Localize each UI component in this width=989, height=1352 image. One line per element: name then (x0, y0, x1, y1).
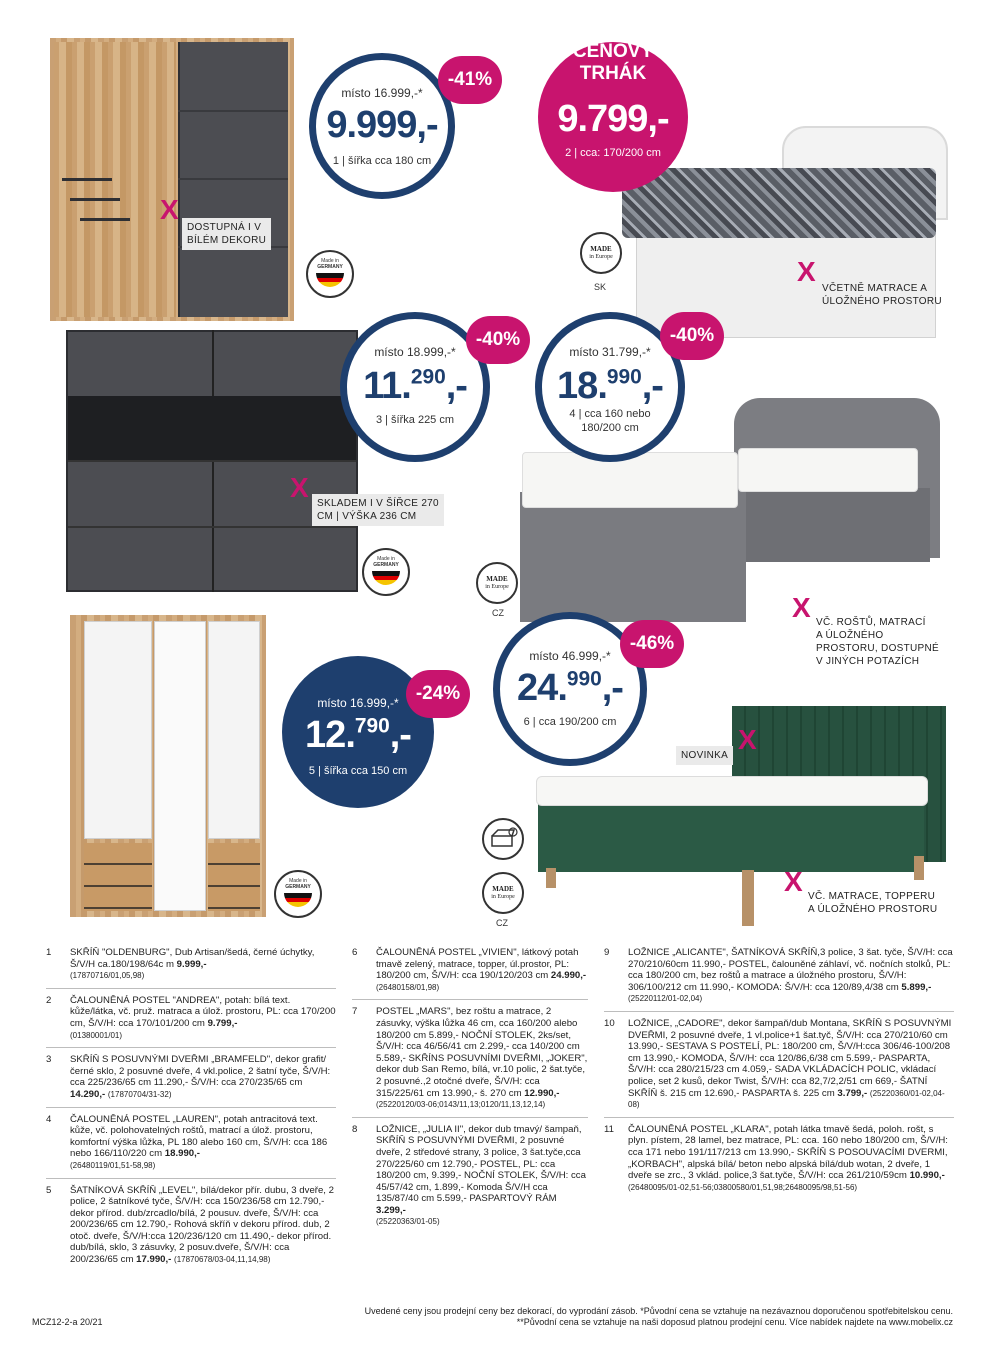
item-price: 9.999,- (176, 958, 207, 970)
item-code: (17870716/01,05,98) (70, 971, 145, 981)
item-number: 6 (352, 947, 358, 958)
discount-badge: -40% (466, 316, 530, 364)
german-flag-icon (284, 893, 312, 907)
catalog-code: MCZ12-2-a 20/21 (32, 1317, 103, 1327)
item-code: (26480158/01,98) (376, 982, 440, 992)
discount-badge: -41% (438, 56, 502, 104)
note-mattress-storage (822, 282, 942, 308)
x-marker: X (797, 256, 816, 287)
item-text: SKŘÍŇ S POSUVNÝMI DVEŘMI „BRAMFELD", dekor grafit/černé sklo, 2 posuvné dveře, 4 vkl.police, 2 šatní tyče, Š/V/H: cca 225/236/65 cm 11.290,- Š/V/H: cca 270/235/65 cm (70, 1054, 331, 1089)
wardrobe-level-image (70, 615, 266, 917)
list-item (352, 947, 588, 1000)
price-cents: 290 (410, 365, 446, 389)
x-marker: X (290, 472, 309, 503)
note-line: A ÚLOŽNÉHO (816, 630, 884, 641)
note-line: VČETNĚ MATRACE A (822, 283, 928, 294)
badge-text: Made in (289, 878, 307, 884)
item-number: 7 (352, 1006, 358, 1018)
offer-description: 1 | šířka cca 180 cm (332, 155, 432, 167)
made-in-europe-badge (482, 872, 524, 914)
note-line: CM | VÝŠKA 236 CM (317, 511, 417, 522)
item-code: (17870678/03-04,11,14,98) (174, 1255, 271, 1265)
badge-text: MADE (492, 885, 514, 893)
item-price: 17.990,- (136, 1254, 172, 1266)
old-price: místo 31.799,-* (569, 345, 651, 359)
discount-badge: -24% (406, 670, 470, 718)
badge-text: in Europe (491, 894, 515, 900)
item-code: (26480095/01-02,51-56;03800580/01,51,98;26480095/98,51-56) (628, 1182, 858, 1192)
item-number: 9 (604, 947, 610, 958)
item-number: 2 (46, 994, 52, 1006)
item-price: 9.799,- (207, 1017, 238, 1029)
item-text: LOŽNICE, „JULIA II", dekor dub tmavý/ šampaň, SKŘÍŇ S POSUVNÝMI DVEŘMI, 2 posuvné dveře, 2 středové strany, 3 police, 3 šat.tyče,cca 270/225/60 cm 12.790,- POSTEL, PL: cca 180/200 cm, 9.399,- NOČNÍ STOLEK, Š/V/H: cca 45/57/42 cm, 1.899,- Komoda Š/V/H cca 135/87/40 cm 5.599,- PASPARTOVÝ RÁM (376, 1123, 586, 1205)
item-number: 5 (46, 1184, 52, 1196)
note-line: VČ. MATRACE, TOPPERU (808, 891, 936, 902)
item-text: LOŽNICE „ALICANTE", ŠATNÍKOVÁ SKŘÍŇ,3 police, 3 šat. tyče, Š/V/H: cca 270/210/60cm 11.990,- POSTEL, čalouněné záhlaví, vč. nočních stolků, PL: cca 180/200 cm, bez roštů a matrace a úložného prostoru, Š/V/H: 306/100/212 cm 11.990,- KOMODA: Š/V/H: cca 120/89,4/38 cm (628, 947, 953, 993)
made-in-germany-badge (362, 548, 410, 596)
item-text: SKŘÍŇ "OLDENBURG", Dub Artisan/šedá, černé úchytky, Š/V/H ca.180/198/64c m (70, 947, 315, 970)
offer-description: 4 | cca 160 nebo 180/200 cm (569, 408, 651, 434)
wardrobe-bramfeld-image (66, 330, 358, 592)
item-price: 24.990,- (550, 970, 587, 982)
price-end: ,- (601, 667, 623, 709)
price-end: ,- (641, 365, 663, 407)
note-white-decor (182, 218, 271, 250)
note-line: PROSTORU, DOSTUPNÉ (816, 643, 940, 654)
discount-badge: -46% (620, 620, 684, 668)
badge-text: in Europe (589, 254, 613, 260)
made-in-germany-badge (306, 250, 354, 298)
item-text: ČALOUNĚNÁ POSTEL "ANDREA", potah: bílá text. kůže/látka, vč. pruž. matraca a úlož. prostoru, PL: cca 170/200 cm, Š/V/H: cca 170/101/200 cm (70, 994, 336, 1029)
made-in-germany-badge (274, 870, 322, 918)
item-code: (25220120/03-06;0143/11,13;0120/11,13,12,14) (376, 1100, 546, 1110)
sale-price (282, 714, 434, 757)
sale-price (542, 365, 678, 408)
footer-disclaimer (365, 1306, 953, 1328)
german-flag-icon (372, 571, 400, 585)
made-in-europe-badge (476, 562, 518, 604)
badge-text: GERMANY (285, 884, 311, 890)
wardrobe-oldenburg-image (50, 38, 294, 321)
origin-label: SK (594, 282, 607, 292)
note-line: V JINÝCH POTAZÍCH (816, 656, 920, 667)
list-item (46, 995, 336, 1048)
origin-label: CZ (496, 918, 508, 928)
origin-label: CZ (492, 608, 504, 618)
old-price: místo 16.999,-* (317, 696, 399, 710)
list-item (46, 1114, 336, 1179)
x-marker: X (784, 866, 803, 897)
sale-price (500, 667, 640, 710)
price-cents: 990 (566, 667, 602, 691)
discount-badge: -40% (660, 312, 724, 360)
note-line: ÚLOŽNÉHO PROSTORU (822, 296, 942, 307)
list-item (604, 1124, 954, 1200)
item-code: (01380001/01) (70, 1030, 123, 1040)
item-number: 11 (604, 1123, 614, 1135)
note-topper-storage (808, 890, 937, 916)
item-price: 18.990,- (164, 1148, 200, 1160)
badge-text: GERMANY (317, 264, 343, 270)
price-circle-1 (309, 53, 455, 199)
note-frames-mattress (816, 616, 939, 668)
item-code: (17870704/31-32) (107, 1089, 172, 1099)
x-marker: X (160, 194, 179, 225)
list-item (352, 1124, 588, 1234)
item-text: LOŽNICE, „CADORE", dekor šampaň/dub Montana, SKŘÍŇ S POSUVNÝMI DVEŘMI, 2 posuvné dveře, 1 vl.police+1 šat.tyč, Š/V/H: cca 270/210/60 cm 13.990,- SESTAVA S POSTELÍ, PL: 180/200 cm, Š/V/H:cca 306/46-100/208 cm 13.990,- KOMODA, Š/V/H: cca 120/86,6/38 cm 5.599,- PASPARTA, Š/V/H: cca 280/215/23 cm 4.059,- SADA VKLÁDACÍCH POLIC, vkládací police, set 2 kusů, dekor Twist, Š/V/H: cca 82,7/2,2/51 cm 669,- ŠATNÍ SKŘÍŇ š. 215 cm 12.690,- PASPARTA š. 225 cm (628, 1017, 952, 1099)
price-main: 11. (363, 365, 411, 407)
badge-text: MADE (486, 575, 508, 583)
product-list-col-3 (604, 947, 954, 1205)
item-code: (25220363/01-05) (376, 1217, 440, 1227)
price-end: ,- (389, 714, 411, 756)
note-line: BÍLÉM DEKORU (187, 235, 267, 246)
sale-price: 9.999,- (326, 104, 438, 146)
delivery-icon (482, 818, 524, 860)
product-list-col-1 (46, 947, 336, 1278)
item-number: 4 (46, 1113, 52, 1125)
item-number: 10 (604, 1017, 615, 1029)
item-price: 3.299,- (376, 1204, 406, 1216)
badge-text: in Europe (485, 584, 509, 590)
item-number: 1 (46, 947, 52, 958)
badge-text: Made in (377, 556, 395, 562)
price-circle-2 (538, 42, 688, 192)
german-flag-icon (316, 273, 344, 287)
note-line: SKLADEM I V ŠÍŘCE 270 (317, 498, 439, 509)
item-code: (26480119/01,51-58,98) (70, 1160, 156, 1170)
list-item (604, 947, 954, 1012)
x-marker: X (792, 592, 811, 623)
list-item (46, 947, 336, 989)
price-cents: 990 (606, 365, 642, 389)
badge-text: Made in (321, 258, 339, 264)
item-code: (25220360/01-02,04-08) (628, 1088, 945, 1110)
note-line: A ÚLOŽNÉHO PROSTORU (808, 904, 938, 915)
old-price: místo 16.999,-* (341, 86, 423, 100)
sale-price: 9.799,- (557, 98, 669, 140)
list-item (352, 1006, 588, 1117)
item-price: 5.899,- (901, 981, 932, 993)
offer-description: 2 | cca: 170/200 cm (565, 147, 661, 159)
price-main: 12. (305, 714, 355, 756)
made-in-europe-badge (580, 232, 622, 274)
badge-text: MADE (590, 245, 612, 253)
note-line: DOSTUPNÁ I V (187, 222, 262, 233)
note-novinka: NOVINKA (676, 746, 733, 765)
price-main: 18. (557, 365, 607, 407)
old-price: místo 18.999,-* (374, 345, 456, 359)
note-width-270 (312, 494, 444, 526)
headline-line-1: CENOVÝ (572, 41, 654, 62)
product-list-col-2 (352, 947, 588, 1240)
item-text: ŠATNÍKOVÁ SKŘÍŇ „LEVEL", bílá/dekor přír. dubu, 3 dveře, 2 police, 2 šatníkové tyče, Š/V/H: cca 150/236/58 cm 12.790,- dekor přírod. dub/zrcadlo/bílá, 2 pousuv. dveře, Š/V/H: cca 200/236/65 cm 12.790,- Rohová skříň v dekoru přírod. dub, 2 otoč. dveře, Š/V/H:cca 120/236/120 cm 11.490,- dekor přírod. dub/bílá, sklo, 3 zásuvky, 2 posuv.dveře, Š/V/H: cca 200/236/65 cm (70, 1184, 334, 1266)
x-marker: X (738, 724, 757, 755)
item-code: (25220112/01-02,04) (628, 994, 703, 1004)
item-price: 12.990,- (524, 1087, 560, 1099)
item-text: ČALOUNĚNÁ POSTEL „VIVIEN", látkový potah tmavě zelený, matrace, topper, úl.prostor, PL: 180/200 cm, Š/V/H: cca 190/120/203 cm (376, 947, 579, 982)
item-number: 3 (46, 1054, 52, 1066)
item-price: 3.799,- (837, 1087, 868, 1099)
offer-description: 5 | šířka cca 150 cm (308, 765, 408, 777)
list-item (46, 1054, 336, 1107)
list-item (46, 1185, 336, 1272)
item-text: ČALOUNĚNÁ POSTEL „LAUREN", potah antracitová text. kůže, vč. polohovatelných roštů, matrací a úlož. prostoru, komfortní výška lůžka, PL 180 alebo 160 cm, Š/V/H: cca 186 nebo 166/110/220 cm (70, 1113, 328, 1160)
headline-line-2: TRHÁK (579, 63, 647, 84)
item-price: 10.990,- (909, 1170, 945, 1182)
offer-description: 3 | šířka 225 cm (375, 414, 455, 426)
item-text: ČALOUNĚNÁ POSTEL „KLARA", potah látka tmavě šedá, poloh. rošt, s plyn. pístem, 28 lamel, bez matrace, PL: cca. 160 nebo 180/200 cm, Š/V/H: cca 171 nebo 191/117/213 cm 13.990,- SKŘÍŇ S POSOUVACÍMI DVERMI, „KORBACH", alpská bílá/ beton nebo alpská bílá/dub wotan, 2 dveře, 1 dveře se zrc., 3 vklád. police,3 šat.tyče, Š/V/H: cca 261/210/59cm (628, 1123, 948, 1182)
disclaimer-line-1: Uvedené ceny jsou prodejní ceny bez dekorací, do vyprodání zásob. *Původní cena se vztahuje na nezávaznou doporučenou spotřebitelskou cenu. (364, 1306, 953, 1316)
sale-price (347, 365, 483, 408)
note-line: VČ. ROŠTŮ, MATRACÍ (816, 617, 926, 628)
item-price: 14.290,- (70, 1088, 106, 1100)
price-main: 24. (517, 667, 567, 709)
badge-text: GERMANY (373, 562, 399, 568)
item-number: 8 (352, 1123, 358, 1135)
price-end: ,- (445, 365, 467, 407)
disclaimer-line-2: **Původní cena se vztahuje na naši doposud platnou prodejní cenu. Více nabídek najdete na www.mobelix.cz (516, 1317, 953, 1327)
old-price: místo 46.999,-* (529, 649, 611, 663)
list-item (604, 1018, 954, 1118)
offer-description: 6 | cca 190/200 cm (523, 716, 617, 728)
item-text: POSTEL „MARS", bez roštu a matrace, 2 zásuvky, výška lůžka 46 cm, cca 160/200 alebo 180/200 cm 5.899,- NOČNÍ STOLEK, 2ks/set, Š/V/H: cca 46/56/41 cm 2.299,- cca 140/200 cm 5.589,- SKŘÍNS POSUVNÍMI DVEŘMI, „JOKER", dekor dub San Remo, bílá, vr.10 polic, 2 šat.tyče, 2 posuvné.,2 otočné dveře, Š/V/H: cca 315/225/61 cm 13.990,- š. 270 cm (376, 1006, 588, 1099)
price-cents: 790 (354, 714, 390, 738)
